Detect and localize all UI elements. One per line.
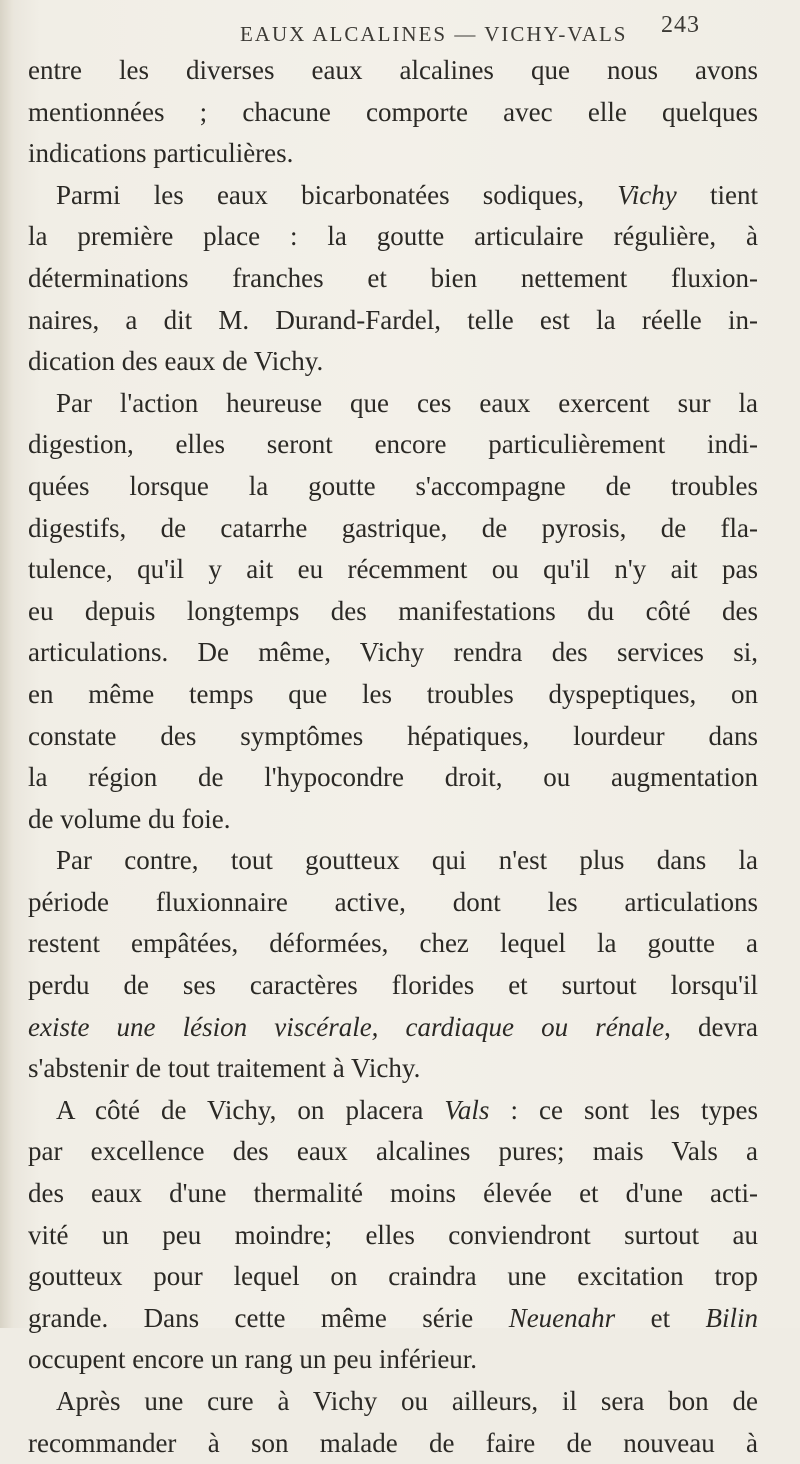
text-segment: indications particulières. — [28, 138, 294, 169]
running-head: EAUX ALCALINES — VICHY-VALS — [240, 22, 628, 46]
text-segment: eu depuis longtemps des manifestations du côté des — [28, 595, 758, 626]
text-line — [28, 175, 758, 217]
text-segment: , devra — [664, 1011, 758, 1042]
text-segment: tulence, qu'il y ait eu récemment ou qu'il n'y ait pas — [28, 554, 758, 585]
text-segment: grande. Dans cette même série — [28, 1302, 509, 1333]
text-line — [28, 50, 758, 92]
text-line — [28, 1215, 758, 1257]
page-binding-edge — [0, 0, 14, 1328]
text-segment: entre les diverses eaux alcalines que nous avons — [28, 55, 758, 85]
text-segment: tient — [676, 179, 758, 210]
text-line — [28, 216, 758, 258]
body-text — [28, 50, 758, 1464]
text-line — [28, 1423, 758, 1464]
text-line — [28, 1381, 758, 1423]
text-segment: mentionnées ; chacune comporte avec elle quelques — [28, 96, 758, 127]
text-segment: A côté de Vichy, on placera — [56, 1094, 445, 1125]
page-number: 243 — [661, 12, 700, 38]
text-segment: constate des symptômes hépatiques, lourdeur dans — [28, 720, 758, 751]
text-segment: articulations. De même, Vichy rendra des services si, — [28, 637, 758, 668]
text-line — [28, 300, 758, 342]
text-line — [28, 549, 758, 591]
text-segment: par excellence des eaux alcalines pures; mais Vals a — [28, 1136, 758, 1167]
text-segment: quées lorsque la goutte s'accompagne de troubles — [28, 470, 758, 501]
text-segment: de volume du foie. — [28, 803, 231, 834]
text-segment: Par contre, tout goutteux qui n'est plus dans la — [56, 845, 758, 876]
text-line — [28, 757, 758, 799]
text-segment: occupent encore un rang un peu inférieur. — [28, 1344, 478, 1375]
page-header — [240, 12, 700, 48]
text-line — [28, 965, 758, 1007]
text-line — [28, 632, 758, 674]
italic-segment: Vals — [444, 1094, 490, 1125]
text-segment: goutteux pour lequel on craindra une excitation trop — [28, 1261, 758, 1292]
text-line — [28, 923, 758, 965]
text-segment: Par l'action heureuse que ces eaux exercent sur la — [56, 387, 758, 418]
text-segment: : ce sont les types — [489, 1094, 758, 1125]
text-segment: vité un peu moindre; elles conviendront surtout au — [28, 1219, 758, 1250]
text-segment: s'abstenir de tout traitement à Vichy. — [28, 1053, 421, 1084]
text-line — [28, 424, 758, 466]
text-line — [28, 591, 758, 633]
italic-segment: existe une lésion viscérale, cardiaque ou rénale — [28, 1011, 665, 1042]
text-segment: dication des eaux de Vichy. — [28, 346, 324, 377]
text-line — [28, 508, 758, 550]
text-segment: Après une cure à Vichy ou ailleurs, il sera bon de — [56, 1386, 758, 1416]
text-segment: restent empâtées, déformées, chez lequel la goutte a — [28, 928, 758, 959]
text-line — [28, 1048, 758, 1090]
text-line — [28, 1131, 758, 1173]
text-line — [28, 1173, 758, 1215]
italic-segment: Neuenahr — [508, 1302, 616, 1333]
text-segment: perdu de ses caractères florides et surtout lorsqu'il — [28, 970, 758, 1001]
text-segment: des eaux d'une thermalité moins élevée et d'une acti- — [28, 1178, 758, 1209]
text-line — [28, 92, 758, 134]
text-segment: digestion, elles seront encore particulièrement indi- — [28, 429, 758, 460]
text-segment: naires, a dit M. Durand-Fardel, telle est la réelle in- — [28, 304, 758, 335]
text-line — [28, 882, 758, 924]
text-segment: la première place : la goutte articulaire régulière, à — [28, 221, 758, 252]
text-line — [28, 1007, 758, 1049]
italic-segment: Vichy — [617, 179, 677, 210]
text-line — [28, 466, 758, 508]
text-line — [28, 1298, 758, 1340]
text-line — [28, 133, 758, 175]
text-line — [28, 674, 758, 716]
text-segment: recommander à son malade de faire de nouveau à — [28, 1427, 758, 1458]
text-line — [28, 1256, 758, 1298]
text-segment: période fluxionnaire active, dont les articulations — [28, 886, 758, 917]
text-line — [28, 258, 758, 300]
text-line — [28, 341, 758, 383]
italic-segment: Bilin — [705, 1302, 758, 1333]
text-line — [28, 1339, 758, 1381]
text-line — [28, 716, 758, 758]
text-segment: et — [615, 1302, 706, 1333]
text-line — [28, 1090, 758, 1132]
text-line — [28, 383, 758, 425]
text-segment: déterminations franches et bien nettement fluxion- — [28, 262, 758, 293]
text-line — [28, 840, 758, 882]
text-segment: la région de l'hypocondre droit, ou augmentation — [28, 762, 758, 793]
text-segment: en même temps que les troubles dyspeptiques, on — [28, 678, 758, 709]
text-segment: Parmi les eaux bicarbonatées sodiques, — [56, 179, 618, 210]
text-segment: digestifs, de catarrhe gastrique, de pyrosis, de fla- — [28, 512, 758, 543]
text-line — [28, 799, 758, 841]
